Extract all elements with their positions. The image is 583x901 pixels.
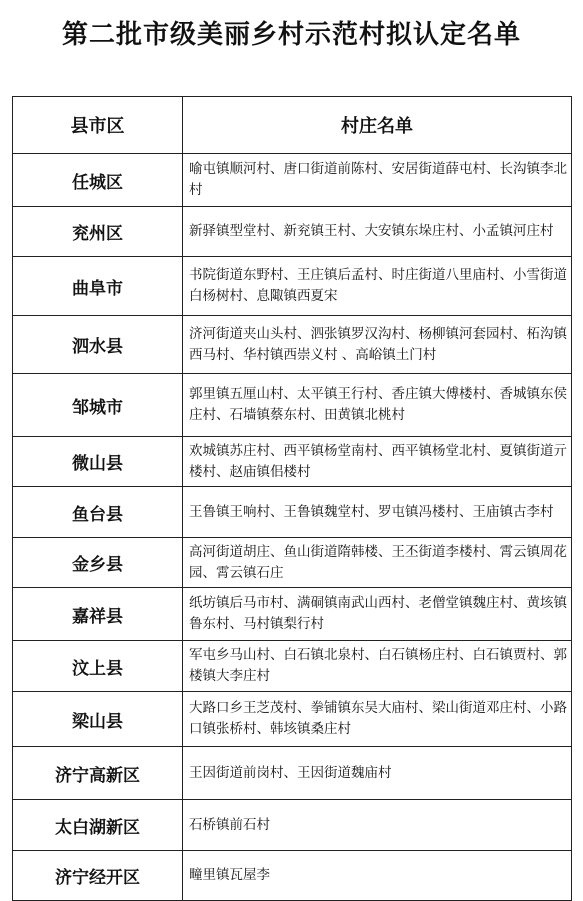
table-row <box>13 154 572 207</box>
table-row <box>13 692 572 747</box>
villages-cell: 纸坊镇后马市村、满硐镇南武山西村、老僧堂镇魏庄村、黄垓镇鲁东村、马村镇梨行村 <box>183 588 572 641</box>
villages-cell: 大路口乡王芝茂村、拳铺镇东吴大庙村、梁山街道邓庄村、小路口镇张桥村、韩垓镇桑庄村 <box>183 692 572 747</box>
villages-cell: 欢城镇苏庄村、西平镇杨堂南村、西平镇杨堂北村、夏镇街道亓楼村、赵庙镇佀楼村 <box>183 437 572 487</box>
county-cell: 济宁高新区 <box>13 747 183 800</box>
table-row <box>13 851 572 901</box>
table-row <box>13 641 572 692</box>
county-cell: 曲阜市 <box>13 257 183 316</box>
county-cell: 邹城市 <box>13 374 183 437</box>
villages-cell: 郭里镇五厘山村、太平镇王行村、香庄镇大傅楼村、香城镇东侯庄村、石墙镇蔡东村、田黄镇北桃村 <box>183 374 572 437</box>
villages-cell: 高河街道胡庄、鱼山街道隋韩楼、王丕街道李楼村、霄云镇周花园、霄云镇石庄 <box>183 538 572 588</box>
table-row <box>13 374 572 437</box>
villages-cell: 石桥镇前石村 <box>183 800 572 851</box>
villages-cell: 新驿镇型堂村、新兖镇王村、大安镇东垛庄村、小孟镇河庄村 <box>183 207 572 257</box>
villages-cell: 济河街道夹山头村、泗张镇罗汉沟村、杨柳镇河套园村、柘沟镇西马村、华村镇西崇义村 、高峪镇土门村 <box>183 316 572 374</box>
county-cell: 微山县 <box>13 437 183 487</box>
table-row <box>13 538 572 588</box>
county-cell: 太白湖新区 <box>13 800 183 851</box>
villages-cell: 王因街道前岗村、王因街道魏庙村 <box>183 747 572 800</box>
villages-cell: 书院街道东野村、王庄镇后孟村、时庄街道八里庙村、小雪街道白杨树村、息陬镇西夏宋 <box>183 257 572 316</box>
county-cell: 梁山县 <box>13 692 183 747</box>
document-title: 第二批市级美丽乡村示范村拟认定名单 <box>61 20 521 50</box>
villages-cell: 军屯乡马山村、白石镇北泉村、白石镇杨庄村、白石镇贾村、郭楼镇大李庄村 <box>183 641 572 692</box>
header-county: 县市区 <box>13 97 183 154</box>
villages-cell: 喻屯镇顺河村、唐口街道前陈村、安居街道薛屯村、长沟镇李北村 <box>183 154 572 207</box>
county-cell: 金乡县 <box>13 538 183 588</box>
table-row <box>13 800 572 851</box>
villages-cell: 王鲁镇王响村、王鲁镇魏堂村、罗屯镇冯楼村、王庙镇古李村 <box>183 487 572 538</box>
county-cell: 鱼台县 <box>13 487 183 538</box>
county-cell: 汶上县 <box>13 641 183 692</box>
county-cell: 任城区 <box>13 154 183 207</box>
village-list-table <box>12 96 572 901</box>
table-row <box>13 437 572 487</box>
table-header-row <box>13 97 572 154</box>
table-row <box>13 487 572 538</box>
villages-cell: 疃里镇瓦屋李 <box>183 851 572 901</box>
county-cell: 泗水县 <box>13 316 183 374</box>
county-cell: 济宁经开区 <box>13 851 183 901</box>
table-row <box>13 588 572 641</box>
county-cell: 嘉祥县 <box>13 588 183 641</box>
header-villages: 村庄名单 <box>183 97 572 154</box>
table-row <box>13 747 572 800</box>
table-row <box>13 316 572 374</box>
table-row <box>13 207 572 257</box>
table-row <box>13 257 572 316</box>
county-cell: 兖州区 <box>13 207 183 257</box>
